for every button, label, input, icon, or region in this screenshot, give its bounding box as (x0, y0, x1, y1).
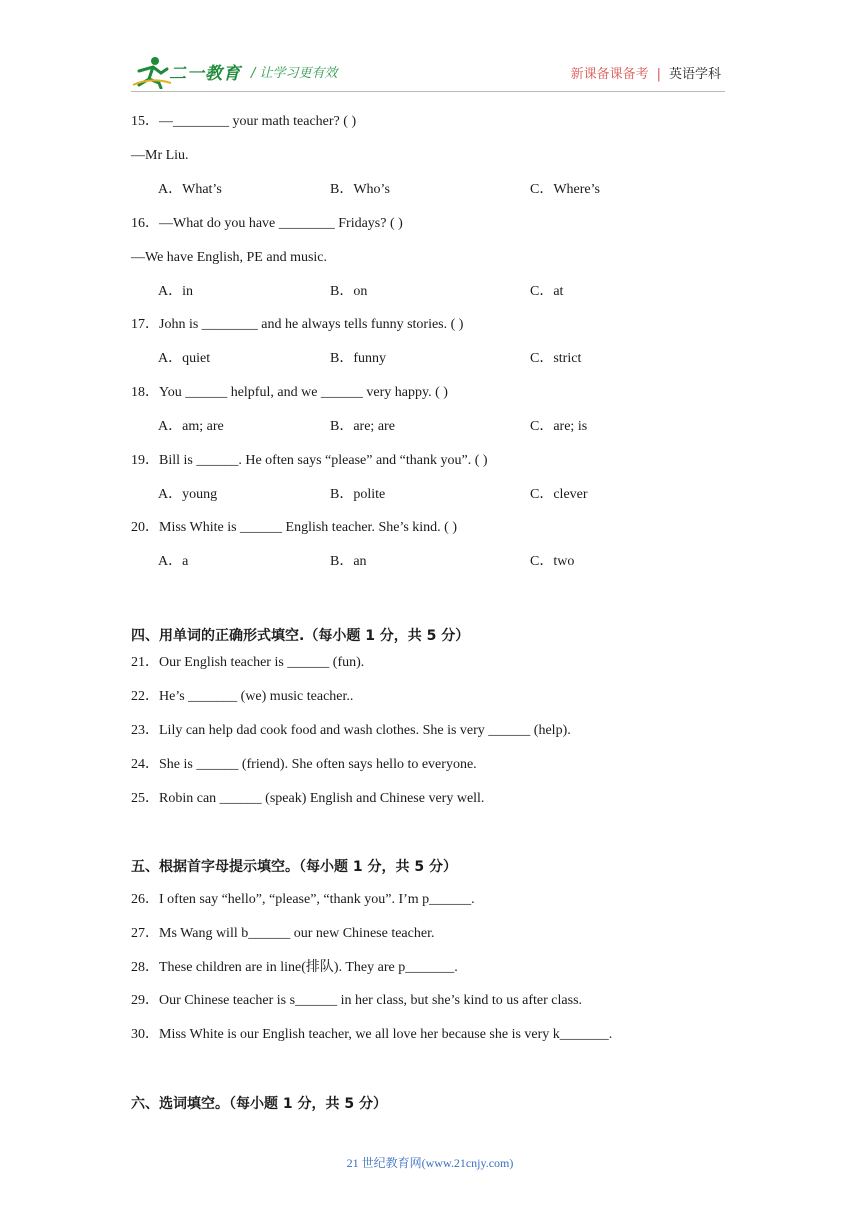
section-5-title: 五、根据首字母提示填空。（每小题 1 分，共 5 分） (131, 859, 457, 875)
question-15: 15．—________ your math teacher? ( ) (131, 114, 357, 129)
question-20: 20．Miss White is ______ English teacher. She’s kind. ( ) (131, 520, 457, 535)
question-26: 26．I often say “hello”, “please”, “thank you”. I’m p______. (131, 892, 475, 907)
q16-option-c: C．at (530, 284, 564, 299)
question-23: 23．Lily can help dad cook food and wash clothes. She is very ______ (help). (131, 723, 571, 738)
question-29: 29．Our Chinese teacher is s______ in her class, but she’s kind to us after class. (131, 993, 583, 1008)
question-22: 22．He’s _______ (we) music teacher.. (131, 689, 354, 704)
q20-option-c: C．two (530, 554, 575, 569)
question-24: 24．She is ______ (friend). She often says hello to everyone. (131, 757, 477, 772)
question-30: 30．Miss White is our English teacher, we all love her because she is very k_______. (131, 1027, 613, 1042)
q15-option-c: C．Where’s (530, 182, 600, 197)
slogan: / 让学习更有效 (251, 66, 338, 81)
q19-option-b: B．polite (330, 487, 386, 502)
q17-option-a: A．quiet (158, 351, 211, 366)
q20-option-b: B．an (330, 554, 367, 569)
q17-option-c: C．strict (530, 351, 582, 366)
header-divider (131, 91, 725, 92)
question-27: 27．Ms Wang will b______ our new Chinese teacher. (131, 926, 435, 941)
header-right (571, 63, 721, 82)
page-header (131, 55, 725, 89)
header-separator: | (656, 67, 661, 82)
logo-text: 二一教育 (169, 64, 241, 84)
q16-option-a: A．in (158, 284, 193, 299)
q18-option-b: B．are; are (330, 419, 395, 434)
question-16: 16．—What do you have ________ Fridays? ( ) (131, 216, 403, 231)
header-course-label: 新课备课备考 (570, 67, 649, 82)
question-16-answer: —We have English, PE and music. (131, 250, 328, 265)
section-4-title: 四、用单词的正确形式填空.（每小题 1 分，共 5 分） (131, 628, 470, 644)
section-6-title: 六、选词填空。（每小题 1 分，共 5 分） (131, 1096, 387, 1112)
runner-logo-icon (131, 55, 171, 89)
page-footer: 21 世纪教育网(www.21cnjy.com) (346, 1156, 514, 1170)
q16-option-b: B．on (330, 284, 368, 299)
question-18: 18．You ______ helpful, and we ______ very happy. ( ) (131, 385, 448, 400)
q18-option-c: C．are; is (530, 419, 588, 434)
q17-option-b: B．funny (330, 351, 386, 366)
logo (131, 55, 241, 89)
header-subject: 英语学科 (668, 67, 721, 82)
question-28: 28．These children are in line(排队). They are p_______. (131, 960, 458, 975)
question-15-answer: —Mr Liu. (131, 148, 189, 163)
question-21: 21．Our English teacher is ______ (fun). (131, 655, 365, 670)
q15-option-a: A．What’s (158, 182, 222, 197)
q19-option-a: A．young (158, 487, 218, 502)
q20-option-a: A．a (158, 554, 189, 569)
question-19: 19．Bill is ______. He often says “please” and “thank you”. ( ) (131, 453, 488, 468)
question-25: 25．Robin can ______ (speak) English and Chinese very well. (131, 791, 485, 806)
q18-option-a: A．am; are (158, 419, 224, 434)
q15-option-b: B．Who’s (330, 182, 390, 197)
q19-option-c: C．clever (530, 487, 588, 502)
question-17: 17．John is ________ and he always tells funny stories. ( ) (131, 317, 464, 332)
